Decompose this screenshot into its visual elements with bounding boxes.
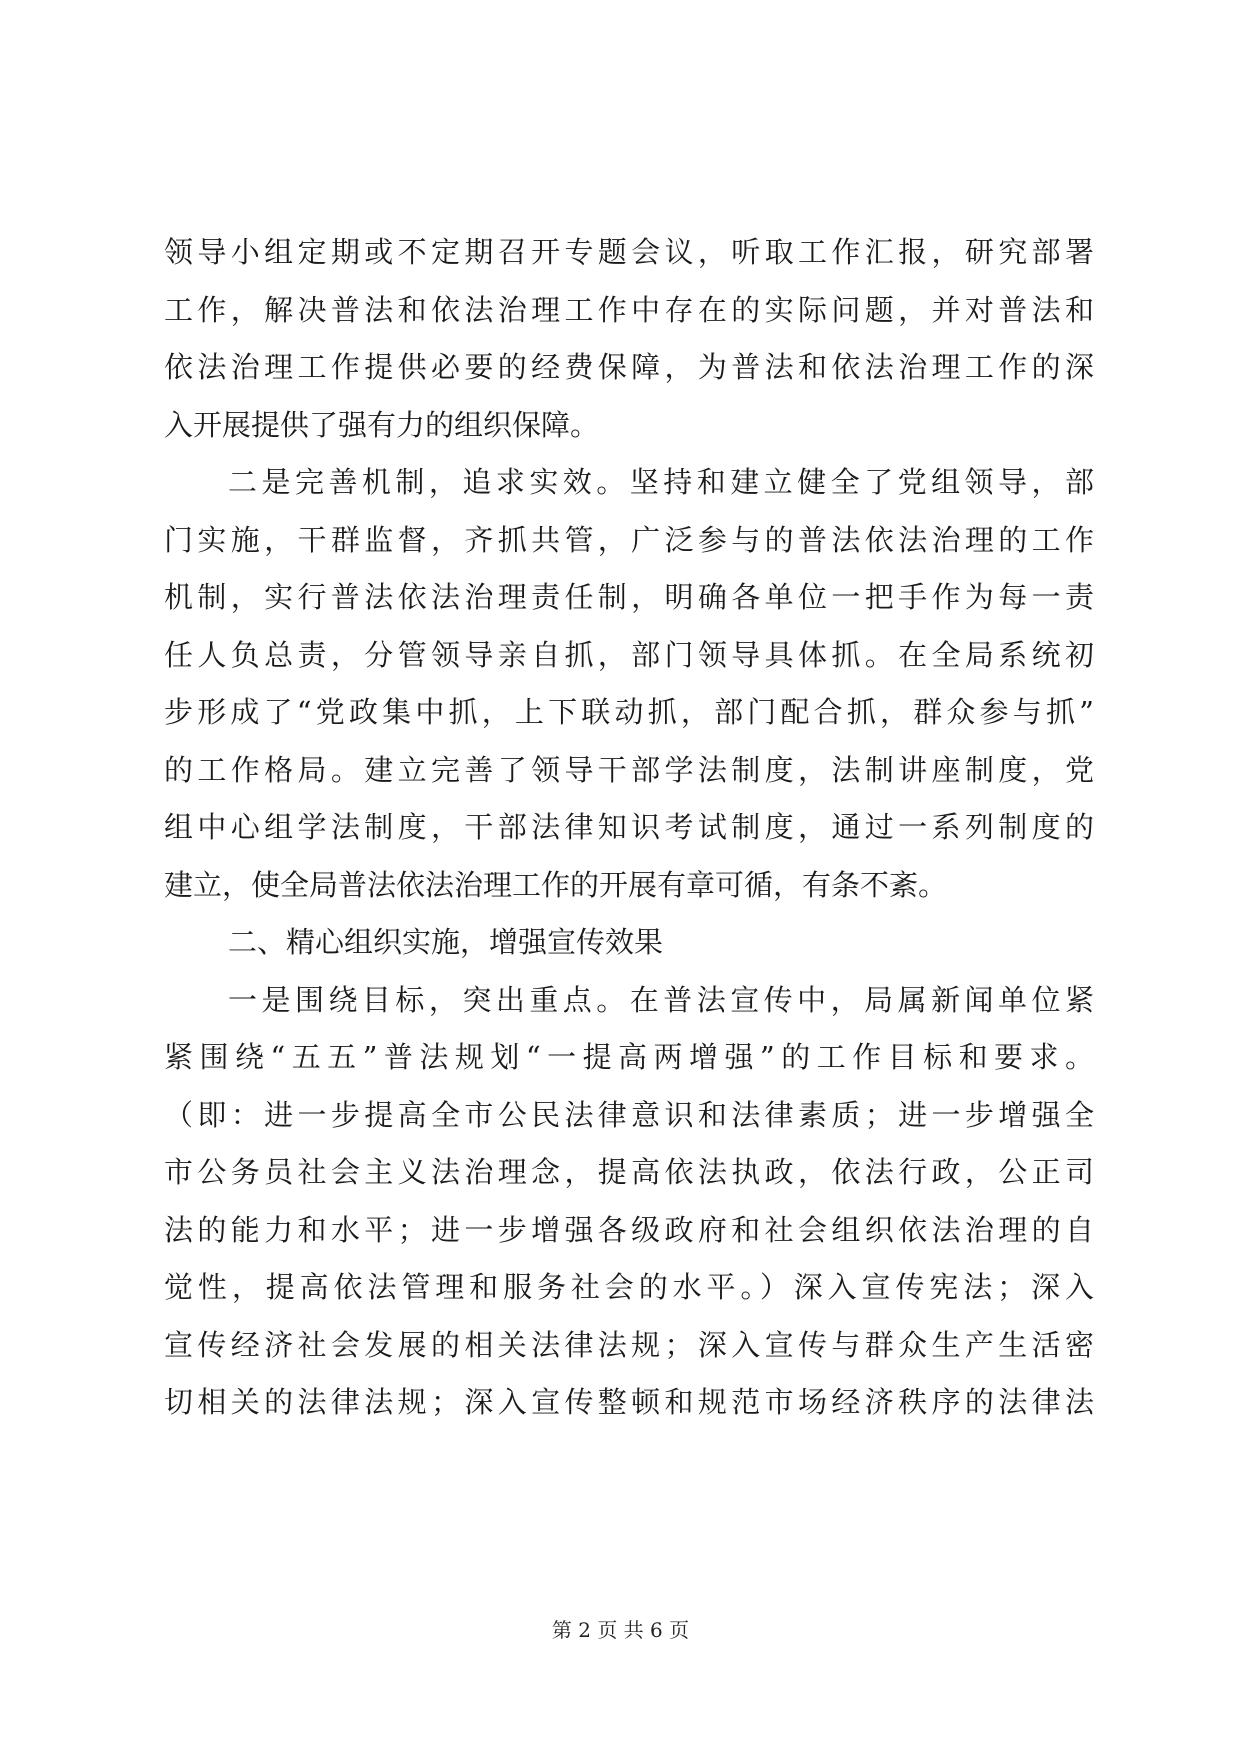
text-line: 入开展提供了强有力的组织保障。 bbox=[164, 407, 600, 442]
text-line: 的工作格局。建立完善了领导干部学法制度，法制讲座制度，党 bbox=[164, 752, 1094, 787]
text-line: 觉性，提高依法管理和服务社会的水平。）深入宣传宪法；深入 bbox=[164, 1270, 1094, 1304]
document-body bbox=[164, 224, 1094, 1432]
text-line: 切相关的法律法规；深入宣传整顿和规范市场经济秩序的法律法 bbox=[164, 1385, 1094, 1419]
text-line: 市公务员社会主义法治理念，提高依法执政，依法行政，公正司 bbox=[164, 1155, 1094, 1189]
text-line: 步形成了“党政集中抓，上下联动抓，部门配合抓，群众参与抓” bbox=[164, 695, 1094, 729]
text-line: 一是围绕目标，突出重点。在普法宣传中，局属新闻单位紧 bbox=[228, 982, 1094, 1017]
text-line: 二是完善机制，追求实效。坚持和建立健全了党组领导，部 bbox=[228, 465, 1094, 499]
text-line: 建立，使全局普法依法治理工作的开展有章可循，有条不紊。 bbox=[164, 867, 948, 902]
text-line: 工作，解决普法和依法治理工作中存在的实际问题，并对普法和 bbox=[164, 292, 1094, 327]
text-line: 宣传经济社会发展的相关法律法规；深入宣传与群众生产生活密 bbox=[164, 1327, 1094, 1362]
text-line: 法的能力和水平；进一步增强各级政府和社会组织依法治理的自 bbox=[164, 1212, 1094, 1247]
text-line: 门实施，干群监督，齐抓共管，广泛参与的普法依法治理的工作 bbox=[164, 522, 1094, 557]
text-line: 依法治理工作提供必要的经费保障，为普法和依法治理工作的深 bbox=[164, 350, 1094, 384]
text-line: 任人负总责，分管领导亲自抓，部门领导具体抓。在全局系统初 bbox=[164, 637, 1094, 672]
text-line: 紧围绕“五五”普法规划“一提高两增强”的工作目标和要求。 bbox=[164, 1040, 1094, 1074]
page-number-footer: 第 2 页 共 6 页 bbox=[551, 1618, 690, 1642]
text-line: （即：进一步提高全市公民法律意识和法律素质；进一步增强全 bbox=[164, 1097, 1094, 1132]
text-line: 机制，实行普法依法治理责任制，明确各单位一把手作为每一责 bbox=[164, 580, 1094, 614]
text-line: 组中心组学法制度，干部法律知识考试制度，通过一系列制度的 bbox=[164, 810, 1094, 844]
section-heading: 二、精心组织实施，增强宣传效果 bbox=[228, 925, 664, 959]
text-line: 领导小组定期或不定期召开专题会议，听取工作汇报，研究部署 bbox=[164, 235, 1094, 269]
